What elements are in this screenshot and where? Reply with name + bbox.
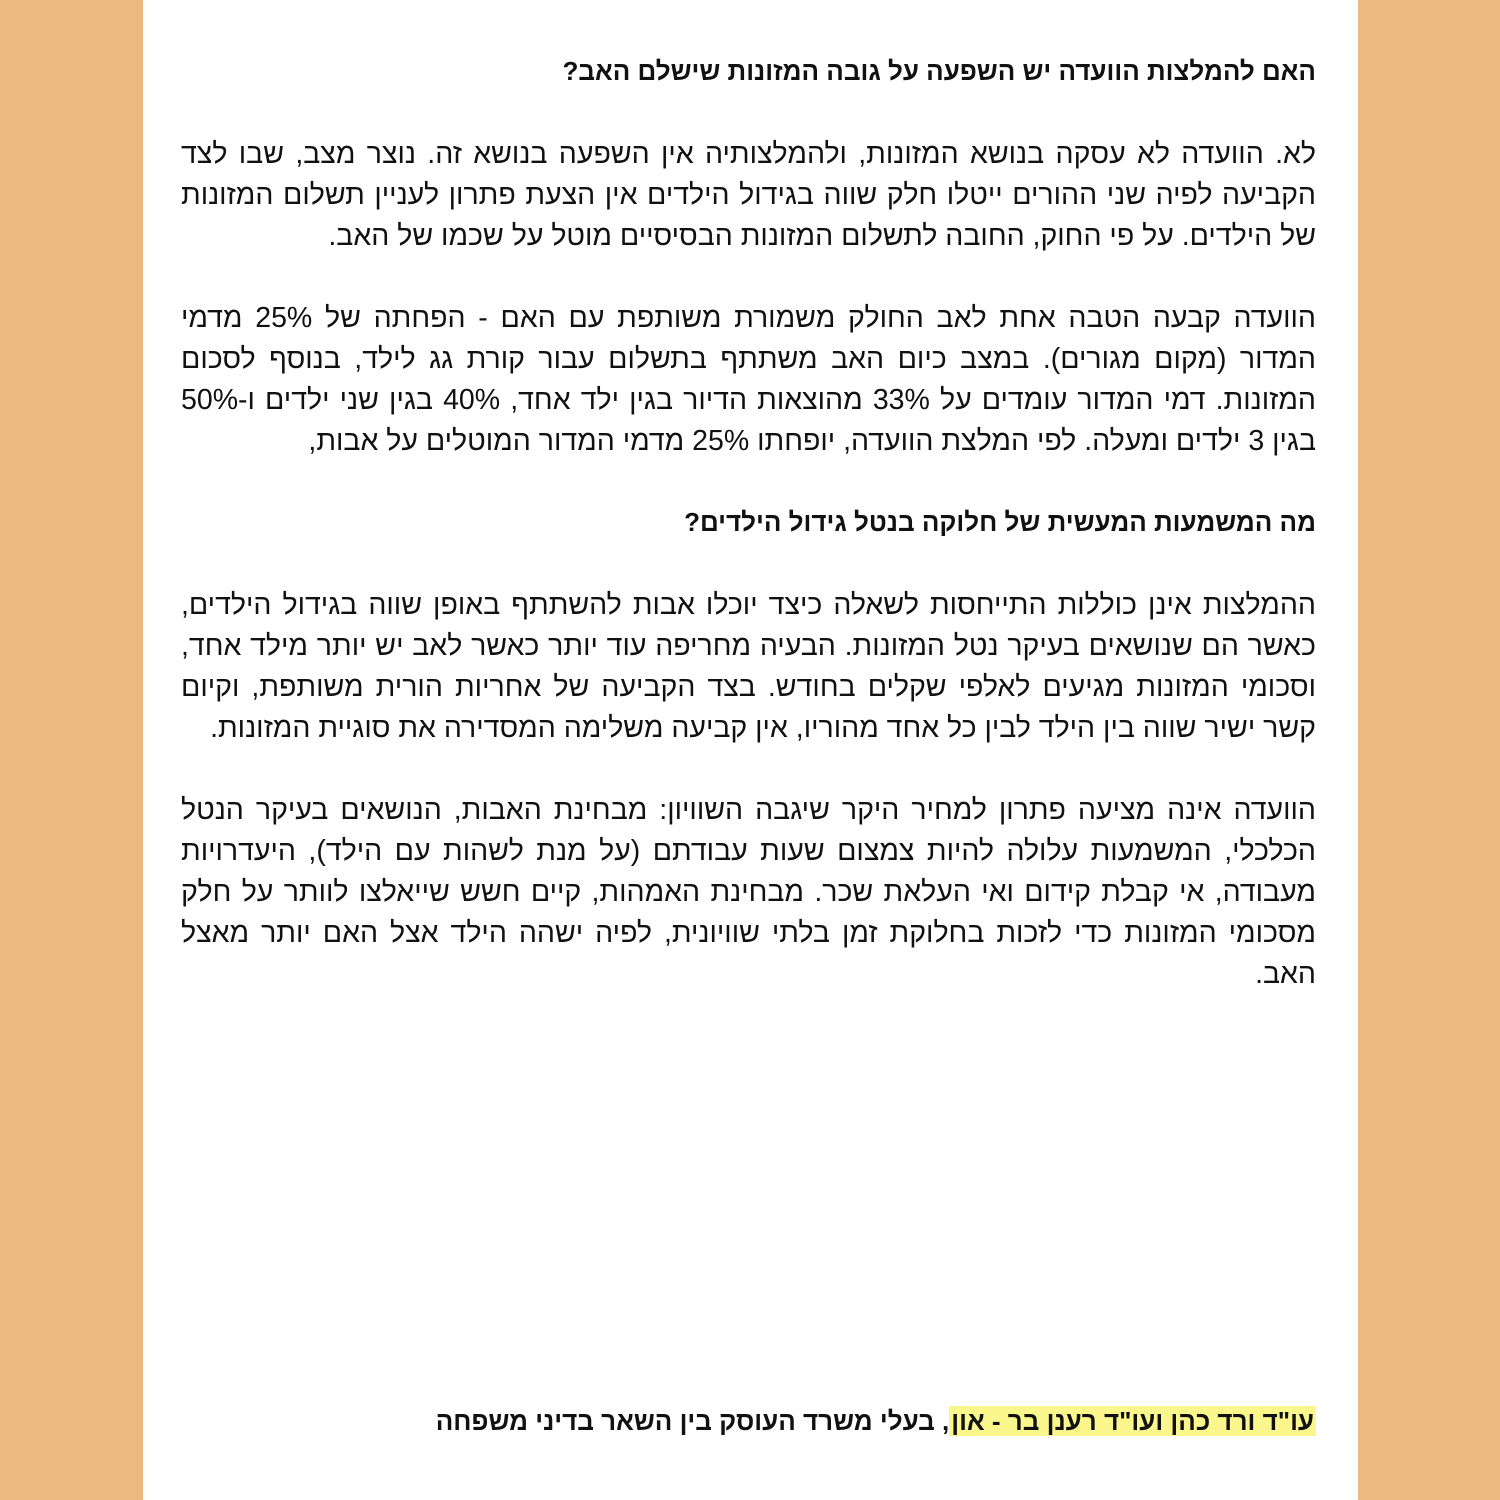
paragraph-cost-of-equality: הוועדה אינה מציעה פתרון למחיר היקר שיגבה השוויון: מבחינת האבות, הנושאים בעיקר הנטל הכלכלי, המשמעות עלולה להיות צמצום שעות עבודתם (על מנת לשהות עם הילד), היעדרויות מעבודה, אי קבלת קידום ואי העלאת שכר. מבחינת האמהות, קיים חשש שייאלצו לוותר על חלק מסכומי המזונות כדי לזכות בחלוקת זמן בלתי שוויונית, לפיה ישהה הילד אצל האם יותר מאצל האב. [181,794,1316,990]
author-signature [436,1402,1316,1440]
paragraph-alimony-answer: לא. הוועדה לא עסקה בנושא המזונות, ולהמלצותיה אין השפעה בנושא זה. נוצר מצב, שבו לצד הקביעה לפיה שני ההורים ייטלו חלק שווה בגידול הילדים אין הצעת פתרון לעניין תשלום המזונות של הילדים. על פי החוק, החובה לתשלום המזונות הבסיסיים מוטל על שכמו של האב. [181,138,1316,252]
section-heading-alimony-impact: האם להמלצות הוועדה יש השפעה על גובה המזונות שישלם האב? [562,56,1316,86]
document-page [143,0,1358,1500]
article-body [181,52,1316,995]
paragraph-recommendations-gap: ההמלצות אינן כוללות התייחסות לשאלה כיצד יוכלו אבות להשתתף באופן שווה בגידול הילדים, כאשר הם שנושאים בעיקר נטל המזונות. הבעיה מחריפה עוד יותר כאשר לאב יש יותר מילד אחד, וסכומי המזונות מגיעים לאלפי שקלים בחודש. בצד הקביעה של אחריות הורית משותפת, וקיום קשר ישיר שווה בין הילד לבין כל אחד מהוריו, אין קביעה משלימה המסדירה את סוגיית המזונות. [181,589,1316,744]
author-description: , בעלי משרד העוסק בין השאר בדיני משפחה [435,1406,950,1436]
section-heading-practical-meaning: מה המשמעות המעשית של חלוקה בנטל גידול הילדים? [684,507,1316,537]
paragraph-housing-reduction: הוועדה קבעה הטבה אחת לאב החולק משמורת משותפת עם האם - הפחתה של 25% מדמי המדור (מקום מגורים). במצב כיום האב משתתף בתשלום עבור קורת גג לילד, בנוסף לסכום המזונות. דמי המדור עומדים על 33% מהוצאות הדיור בגין ילד אחד, 40% בגין שני ילדים ו-50% בגין 3 ילדים ומעלה. לפי המלצת הוועדה, יופחתו 25% מדמי המדור המוטלים על אבות, [181,302,1316,457]
highlighted-author-names: עו"ד ורד כהן ועו"ד רענן בר - און [951,1406,1314,1436]
